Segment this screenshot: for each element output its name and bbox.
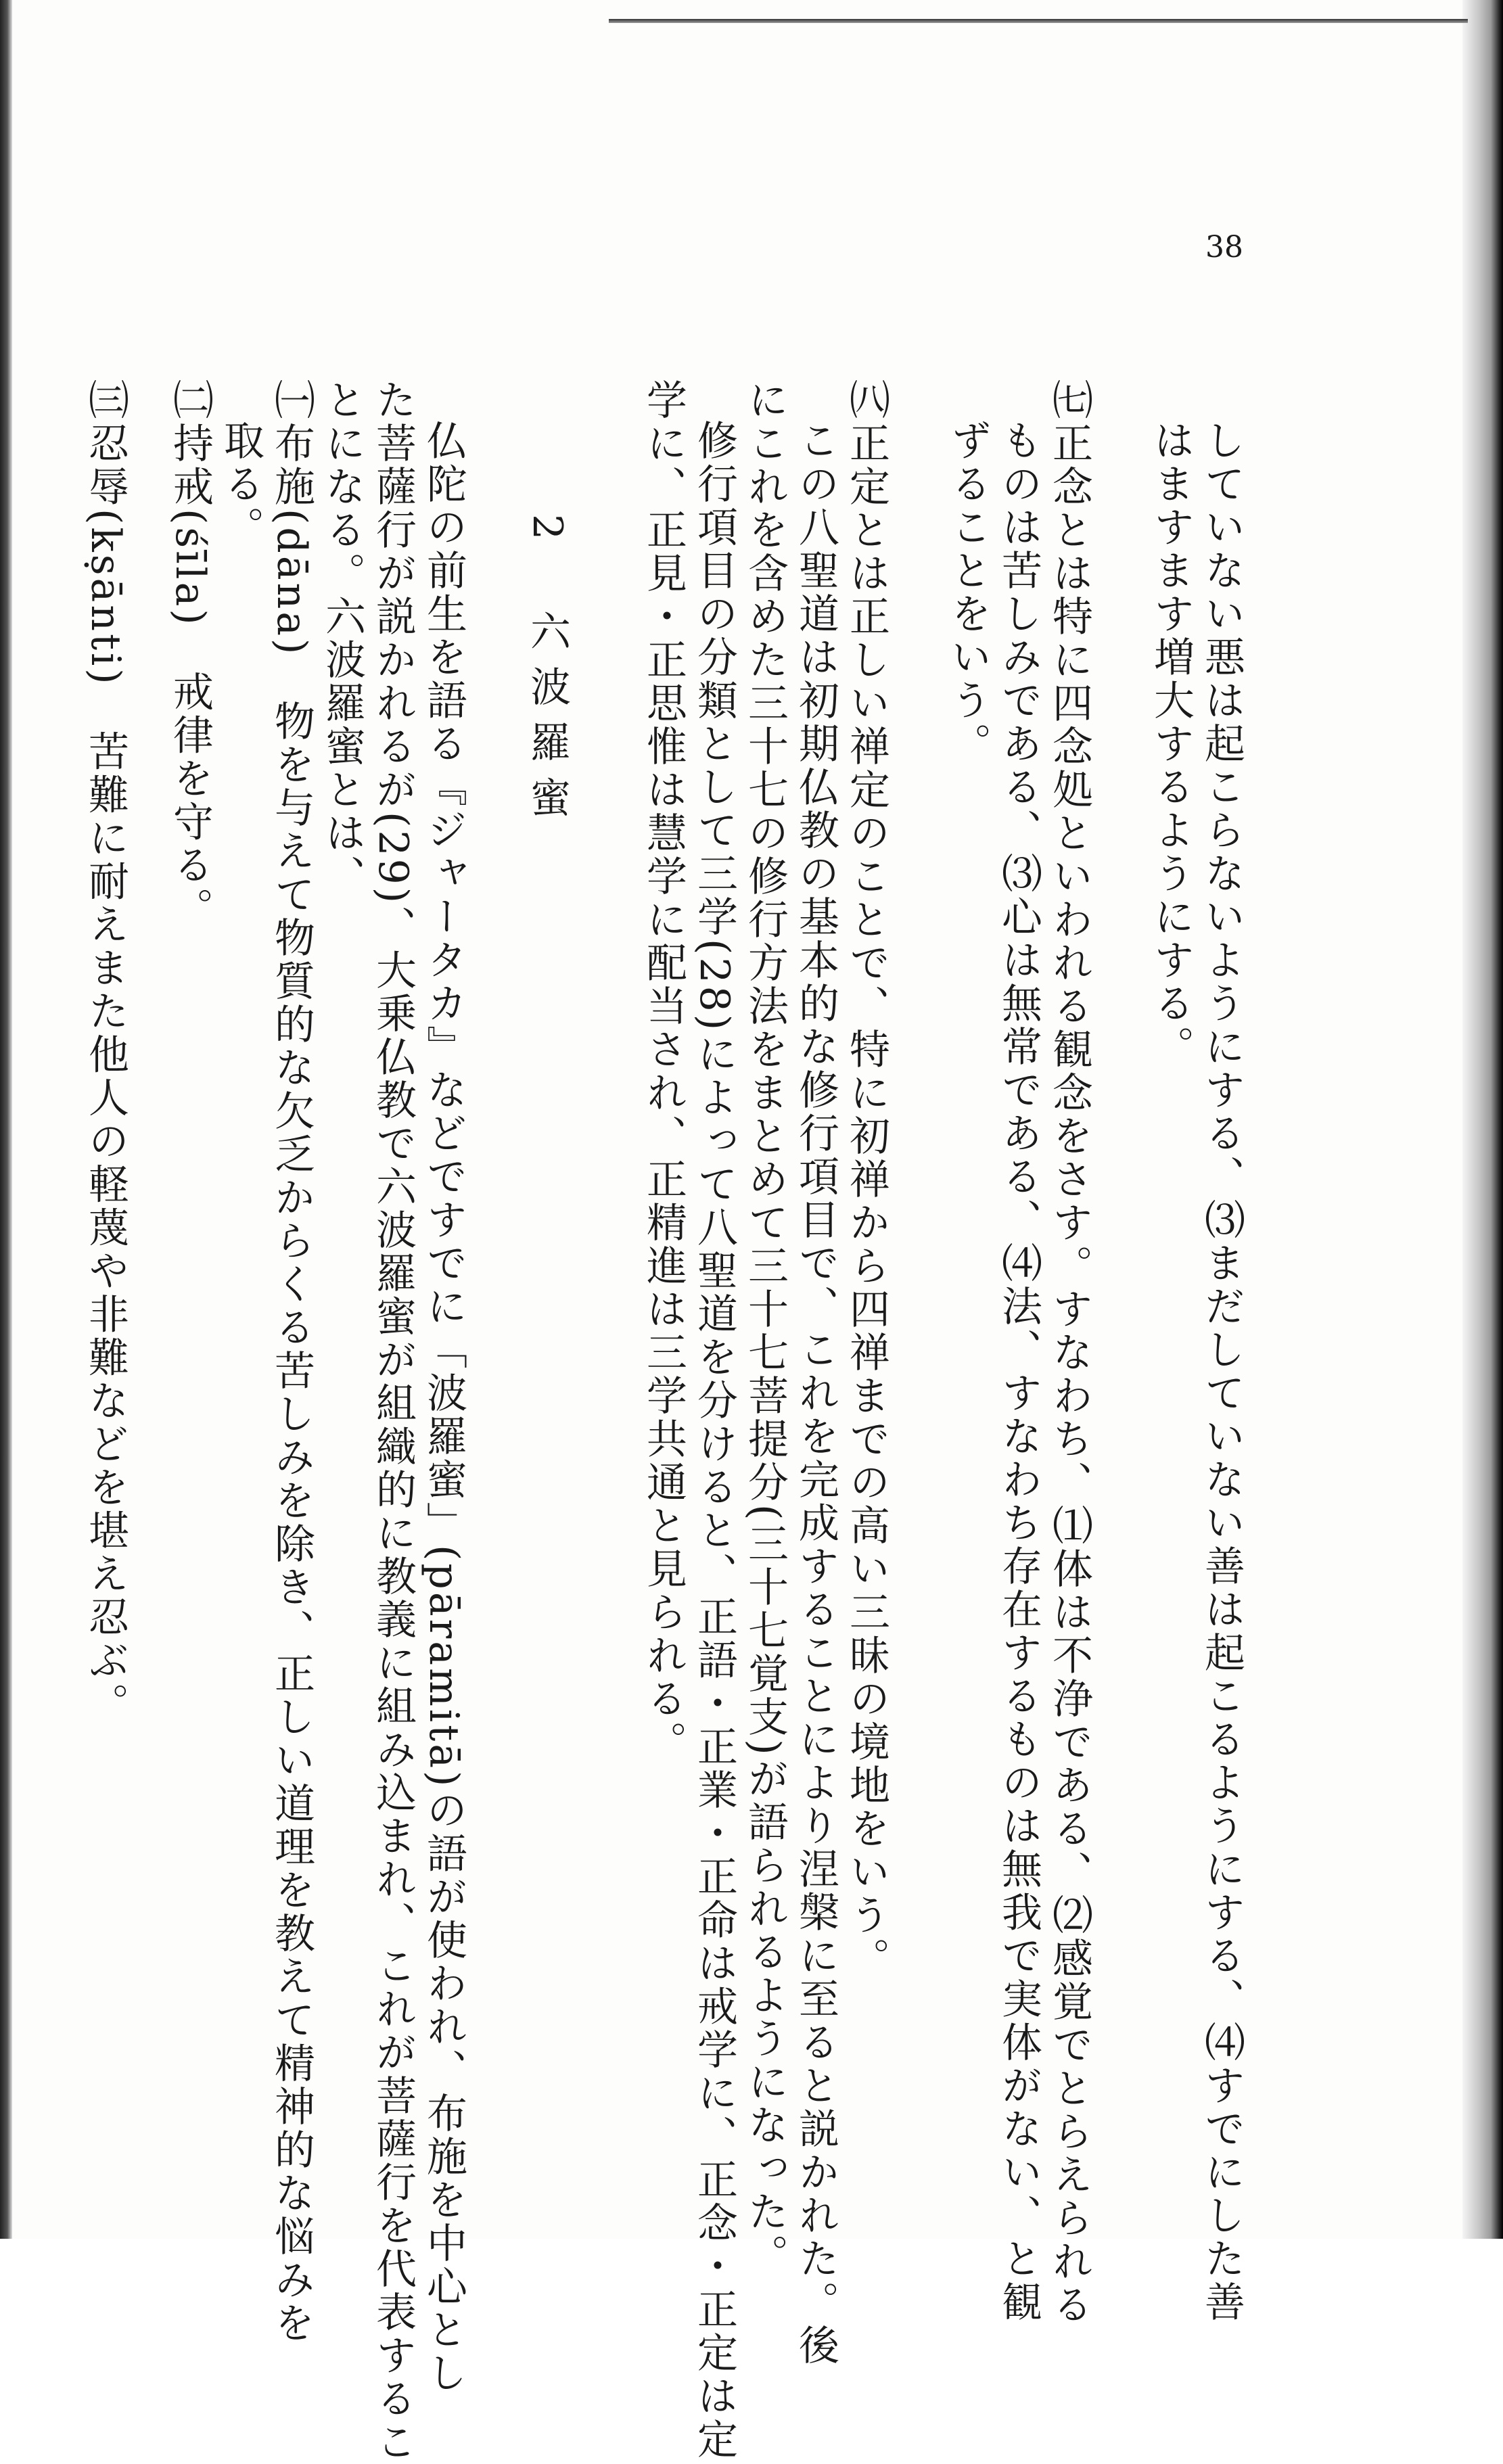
scan-edge-top (609, 19, 1468, 23)
text-line: していない悪は起こらないようにする、⑶まだしていない善は起こるようにする、⑷すでにした善 (1198, 419, 1245, 2324)
scan-edge-left (0, 0, 12, 2239)
text-line: ずることをいう。 (944, 419, 992, 766)
text-line: にこれを含めた三十七の修行方法をまとめて三十七菩提分(三十七覚支)が語られるようになった。 (741, 379, 789, 2277)
page-number: 38 (1205, 230, 1243, 264)
text-line: た菩薩行が説かれるが(29)、大乗仏教で六波羅蜜が組織的に教義に組み込まれ、これが菩薩行を代表するこ (369, 379, 417, 2464)
text-line: ㈡持戒(śīla) 戒律を守る。 (166, 379, 214, 931)
text-line: ものは苦しみである、⑶心は無常である、⑷法、すなわち存在するものは無我で実体がない、と観 (995, 419, 1042, 2324)
text-line: 修行項目の分類として三学(28)によって八聖道を分けると、正語・正業・正命は戒学に、正念・正定は定 (691, 419, 738, 2462)
text-line: はますます増大するようにする。 (1147, 419, 1195, 1069)
text-line: ㈦正念とは特に四念処といわれる観念をさす。すなわち、⑴体は不浄である、⑵感覚でとらえられる (1046, 379, 1093, 2327)
text-line: ㈧正定とは正しい禅定のことで、特に初禅から四禅までの高い三昧の境地をいう。 (843, 379, 890, 1980)
text-line: とになる。六波羅蜜とは、 (319, 379, 366, 898)
text-line: 学に、正見・正思惟は慧学に配当され、正精進は三学共通と見られる。 (640, 379, 687, 1764)
text-line: 仏陀の前生を語る『ジャータカ』などですでに「波羅蜜」(pāramitā)の語が使われ、布施を中心とし (420, 419, 467, 2396)
text-line: 取る。 (217, 419, 264, 549)
text-line: この八聖道は初期仏教の基本的な修行項目で、これを完成することにより涅槃に至ると説かれた。後 (792, 419, 839, 2367)
section-heading: 2 六波羅蜜 (524, 514, 571, 833)
text-line: ㈠布施(dāna) 物を与えて物質的な欠乏からくる苦しみを除き、正しい道理を教えて精神的な悩みを (268, 379, 315, 2346)
text-line: ㈢忍辱(kṣānti) 苦難に耐えまた他人の軽蔑や非難などを堪え忍ぶ。 (82, 379, 129, 1726)
scan-edge-right (1462, 0, 1503, 2239)
